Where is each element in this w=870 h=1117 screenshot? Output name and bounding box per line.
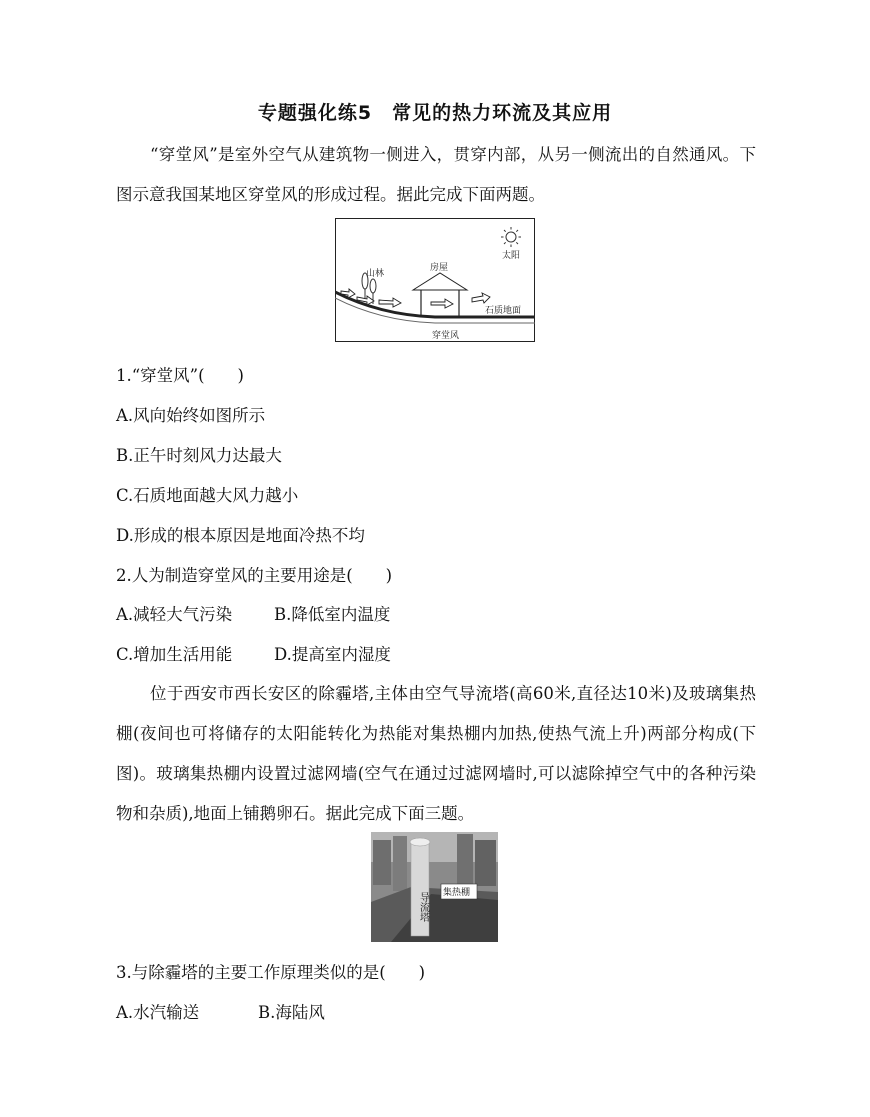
question-1-stem: 1.“穿堂风”( ): [116, 366, 244, 385]
question-1-option-d: D.形成的根本原因是地面冷热不均: [116, 526, 365, 545]
question-1-option-c: C.石质地面越大风力越小: [116, 486, 299, 505]
question-2-option-a: A.减轻大气污染: [116, 605, 233, 624]
house-label: 房屋: [430, 263, 449, 273]
figure-smog-tower-photo: [371, 832, 498, 942]
tower-label: 导流塔: [417, 892, 429, 922]
question-2-options-row-1: [116, 601, 390, 625]
question-3-stem: 3.与除霾塔的主要工作原理类似的是( ): [116, 963, 426, 982]
question-3-option-a: A.水汽输送: [116, 1003, 200, 1022]
question-2-option-d: D.提高室内湿度: [274, 645, 391, 664]
ground-label: 石质地面: [485, 306, 522, 316]
question-2-stem: 2.人为制造穿堂风的主要用途是( ): [116, 566, 393, 585]
forest-label: 山林: [366, 269, 385, 279]
question-1-option-a: A.风向始终如图所示: [116, 406, 266, 425]
question-2-options-row-2: [116, 641, 391, 665]
question-3-option-b: B.海陆风: [258, 1003, 325, 1022]
intro-paragraph-1: “穿堂风”是室外空气从建筑物一侧进入，贯穿内部，从另一侧流出的自然通风。下图示意我国某地区穿堂风的形成过程。据此完成下面两题。: [116, 145, 756, 204]
page-title: 专题强化练5 常见的热力环流及其应用: [257, 102, 613, 124]
question-2-option-b: B.降低室内温度: [274, 605, 391, 624]
shed-label: 集热棚: [443, 888, 471, 898]
intro-paragraph-2: 位于西安市西长安区的除霾塔,主体由空气导流塔(高60米,直径达10米)及玻璃集热棚(夜间也可将储存的太阳能转化为热能对集热棚内加热,使热气流上升)两部分构成(下图)。玻璃集热棚内设置过滤网墙(空气在通过过滤网墙时,可以滤除掉空气中的各种污染物和杂质),地面上铺鹅卵石。据此完成下面三题。: [116, 684, 756, 823]
sun-label: 太阳: [502, 251, 521, 261]
question-1-option-b: B.正午时刻风力达最大: [116, 446, 282, 465]
wind-label: 穿堂风: [432, 331, 460, 341]
figure-cross-ventilation: [335, 218, 535, 342]
question-3-options-row-1: [116, 999, 325, 1023]
question-2-option-c: C.增加生活用能: [116, 645, 233, 664]
